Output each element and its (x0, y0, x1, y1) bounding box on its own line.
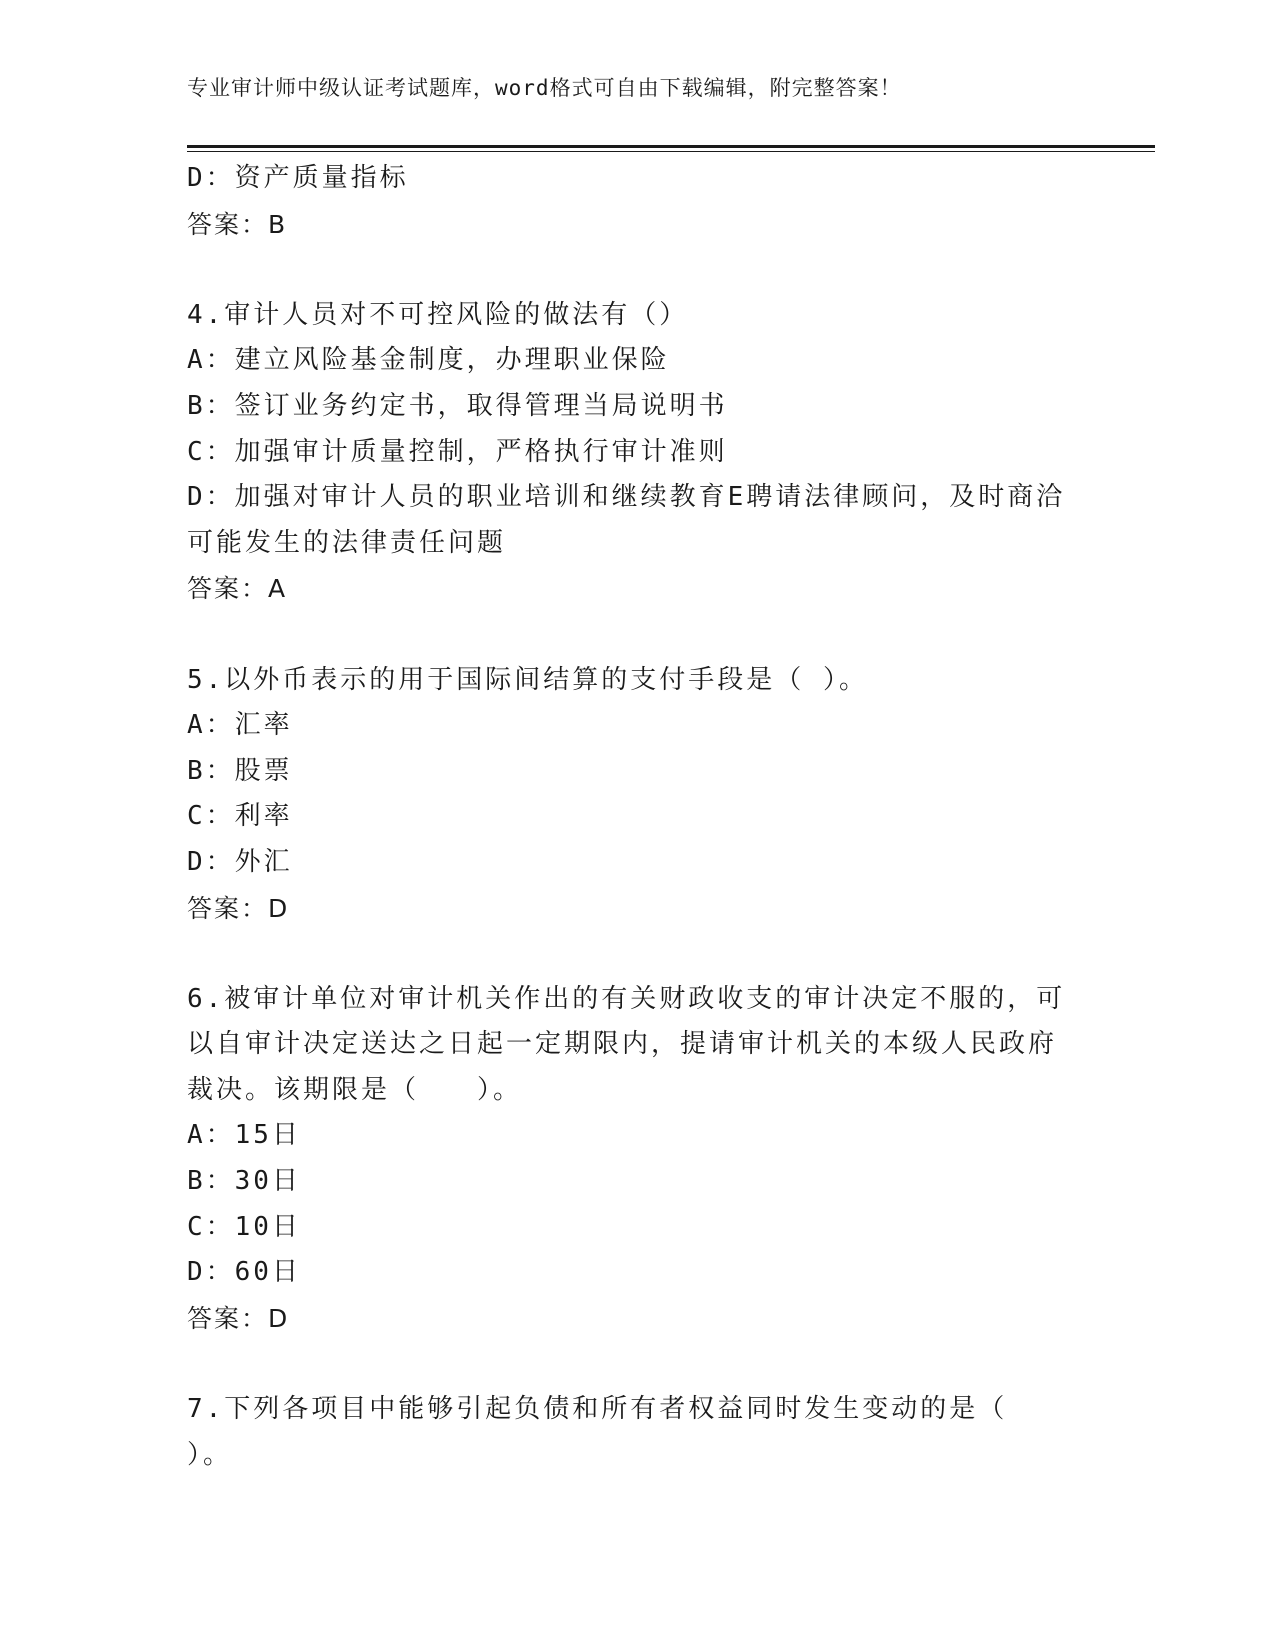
answer-line: 答案：B (187, 209, 288, 239)
option-line: C：利率 (187, 801, 293, 832)
option-line: D：60日 (187, 1257, 301, 1288)
question-stem: 5.以外币表示的用于国际间结算的支付手段是（ ）。 (187, 664, 868, 695)
question-stem: 4.审计人员对不可控风险的做法有（） (187, 299, 689, 330)
block-option-d-prev (187, 156, 1087, 247)
question-content (187, 156, 1087, 1478)
option-line: A：汇率 (187, 710, 293, 741)
question-stem: 6.被审计单位对审计机关作出的有关财政收支的审计决定不服的，可 (187, 983, 1066, 1014)
question-4 (187, 293, 1087, 612)
answer-line: 答案：D (187, 1303, 290, 1333)
question-stem: ）。 (187, 1439, 233, 1470)
option-line: B：签订业务约定书，取得管理当局说明书 (187, 390, 728, 421)
answer-line: 答案：A (187, 574, 288, 604)
header-rule-thick (187, 145, 1155, 148)
option-line: A：15日 (187, 1120, 301, 1151)
question-stem: 裁决。该期限是（ ）。 (187, 1074, 523, 1105)
question-stem: 以自审计决定送达之日起一定期限内，提请审计机关的本级人民政府 (187, 1029, 1058, 1060)
option-line: D：资产质量指标 (187, 163, 409, 193)
option-line: A：建立风险基金制度，办理职业保险 (187, 345, 670, 376)
option-line: 可能发生的法律责任问题 (187, 527, 507, 558)
question-stem: 7.下列各项目中能够引起负债和所有者权益同时发生变动的是（ (187, 1394, 1008, 1425)
question-5 (187, 658, 1087, 932)
page-header: 专业审计师中级认证考试题库，word格式可自由下载编辑，附完整答案！ (187, 76, 902, 100)
option-line: C：10日 (187, 1211, 301, 1242)
option-line: C：加强审计质量控制，严格执行审计准则 (187, 436, 728, 467)
question-7 (187, 1387, 1087, 1478)
answer-line: 答案：D (187, 893, 290, 923)
question-6 (187, 977, 1087, 1342)
header-rule-thin (187, 151, 1155, 152)
option-line: D：加强对审计人员的职业培训和继续教育E聘请法律顾问，及时商洽 (187, 482, 1066, 513)
option-line: B：股票 (187, 755, 293, 786)
option-line: B：30日 (187, 1166, 301, 1197)
option-line: D：外汇 (187, 846, 293, 877)
